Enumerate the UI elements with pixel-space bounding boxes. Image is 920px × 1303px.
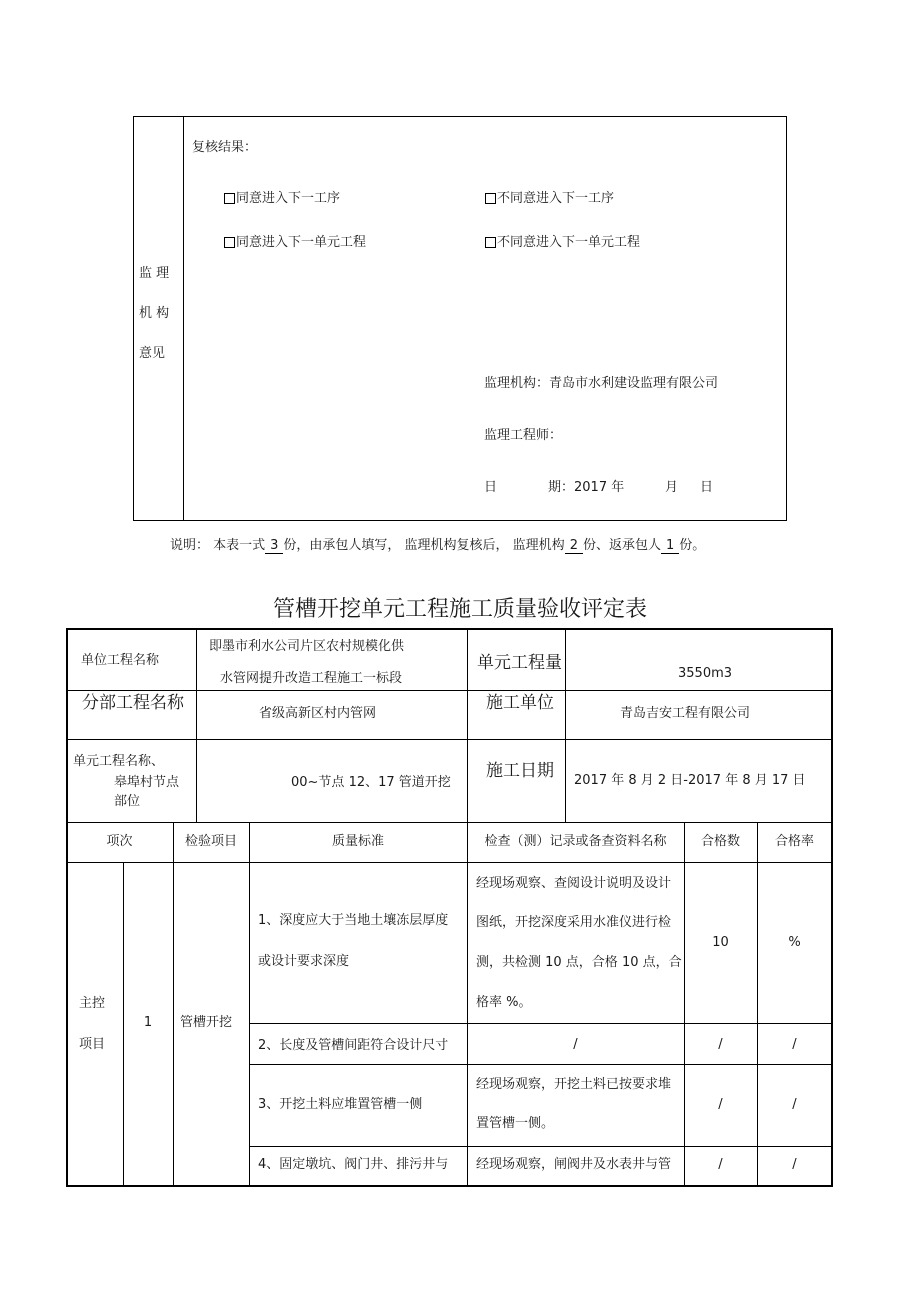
review-box-right-border bbox=[786, 116, 787, 521]
row2-pass-rate: / bbox=[792, 1037, 797, 1052]
item-name: 管槽开挖 bbox=[180, 1015, 233, 1030]
row1-pass-count: 10 bbox=[712, 935, 729, 950]
row4-pass-rate: / bbox=[792, 1157, 797, 1172]
unit-quantity-label: 单元工程量 bbox=[477, 653, 562, 673]
note-copies-supervisor: 2 bbox=[565, 538, 583, 554]
review-box-bottom-border bbox=[133, 520, 786, 521]
table-line bbox=[249, 1064, 833, 1065]
table-col-line bbox=[684, 822, 685, 1186]
row3-pass-rate: / bbox=[792, 1097, 797, 1112]
item-number: 1 bbox=[143, 1015, 153, 1030]
checkbox-icon[interactable] bbox=[224, 237, 235, 248]
header-inspection-item: 检验项目 bbox=[184, 834, 237, 849]
option-agree-next-unit[interactable] bbox=[224, 235, 366, 249]
unit-project-name-line2: 水管网提升改造工程施工一标段 bbox=[220, 671, 403, 686]
note-part-1: 说明： 本表一式 bbox=[170, 538, 266, 553]
option-label: 同意进入下一工序 bbox=[236, 190, 341, 206]
row1-standard-line1: 1、深度应大于当地土壤冻层厚度 bbox=[258, 913, 449, 928]
construction-date-label: 施工日期 bbox=[486, 761, 554, 781]
row4-pass-count: / bbox=[718, 1157, 723, 1172]
row1-standard-line2: 或设计要求深度 bbox=[258, 954, 350, 969]
branch-project-value: 省级高新区村内管网 bbox=[259, 706, 377, 721]
note-line bbox=[170, 534, 705, 554]
constructor-value: 青岛吉安工程有限公司 bbox=[620, 706, 751, 721]
side-label-3: 意见 bbox=[139, 346, 166, 361]
note-copies-total: 3 bbox=[265, 538, 283, 554]
row4-record: 经现场观察，闸阀井及水表井与管 bbox=[476, 1157, 672, 1172]
header-item-no: 项次 bbox=[106, 834, 133, 849]
unit-project-name-line1: 即墨市利水公司片区农村规模化供 bbox=[209, 639, 405, 654]
option-label: 不同意进入下一工序 bbox=[497, 190, 615, 206]
note-copies-contractor: 1 bbox=[661, 538, 679, 554]
table-line bbox=[66, 862, 833, 863]
note-part-4: 份。 bbox=[679, 538, 706, 553]
header-record: 检查（测）记录或备查资料名称 bbox=[484, 834, 667, 849]
result-label: 复核结果： bbox=[192, 140, 258, 155]
header-quality-standard: 质量标准 bbox=[331, 834, 384, 849]
table-col-line bbox=[565, 628, 566, 822]
supervisor-org: 监理机构：青岛市水利建设监理有限公司 bbox=[484, 376, 719, 391]
table-line bbox=[66, 739, 833, 740]
row2-pass-count: / bbox=[718, 1037, 723, 1052]
option-label: 不同意进入下一单元工程 bbox=[497, 234, 641, 250]
table-line bbox=[66, 822, 833, 823]
main-control-line2: 项目 bbox=[79, 1037, 106, 1052]
table-top-border bbox=[66, 628, 833, 630]
table-col-line bbox=[173, 822, 174, 1186]
table-line bbox=[249, 1146, 833, 1147]
date-day: 日 bbox=[700, 480, 714, 495]
table-line bbox=[249, 1023, 833, 1024]
header-pass-count: 合格数 bbox=[700, 834, 740, 849]
review-box-top-border bbox=[133, 116, 786, 117]
row4-standard: 4、固定墩坑、阀门井、排污井与 bbox=[258, 1157, 449, 1172]
table-col-line bbox=[467, 628, 468, 1186]
checkbox-icon[interactable] bbox=[224, 193, 235, 204]
row1-pass-rate: % bbox=[788, 935, 801, 950]
element-value: 00~节点 12、17 管道开挖 bbox=[291, 775, 451, 790]
table-col-line bbox=[757, 822, 758, 1186]
side-label-2: 机 构 bbox=[139, 306, 170, 321]
main-control-line1: 主控 bbox=[79, 996, 106, 1011]
date-month: 月 bbox=[665, 480, 679, 495]
date-qi-year: 期：2017 年 bbox=[548, 480, 625, 495]
option-label: 同意进入下一单元工程 bbox=[236, 234, 367, 250]
table-left-border bbox=[66, 628, 68, 1187]
table-col-line bbox=[249, 822, 250, 1186]
option-agree-next-process[interactable] bbox=[224, 191, 340, 205]
review-box-left-border bbox=[133, 116, 134, 521]
option-disagree-next-unit[interactable] bbox=[485, 235, 640, 249]
construction-date-value: 2017 年 8 月 2 日-2017 年 8 月 17 日 bbox=[574, 773, 806, 788]
row1-record-line3: 测，共检测 10 点，合格 10 点，合 bbox=[476, 955, 682, 970]
row2-standard: 2、长度及管槽间距符合设计尺寸 bbox=[258, 1038, 449, 1053]
table-line bbox=[66, 690, 833, 691]
header-pass-rate: 合格率 bbox=[774, 834, 814, 849]
date-ri: 日 bbox=[484, 480, 498, 495]
form-title: 管槽开挖单元工程施工质量验收评定表 bbox=[272, 597, 647, 622]
row2-record: / bbox=[573, 1037, 578, 1052]
checkbox-icon[interactable] bbox=[485, 237, 496, 248]
supervisor-engineer: 监理工程师： bbox=[484, 428, 563, 443]
table-col-line bbox=[196, 628, 197, 822]
side-label-1: 监 理 bbox=[139, 266, 170, 281]
row3-standard: 3、开挖土料应堆置管槽一侧 bbox=[258, 1097, 423, 1112]
row1-record-line4: 格率 %。 bbox=[476, 995, 532, 1010]
note-part-3: 份、返承包人 bbox=[582, 538, 661, 553]
element-label-line3: 部位 bbox=[114, 794, 141, 809]
branch-project-label: 分部工程名称 bbox=[82, 693, 184, 713]
checkbox-icon[interactable] bbox=[485, 193, 496, 204]
note-part-2: 份，由承包人填写， 监理机构复核后， 监理机构 bbox=[283, 538, 565, 553]
element-label-line2: 皋埠村节点 bbox=[114, 775, 180, 790]
constructor-label: 施工单位 bbox=[486, 693, 554, 713]
row3-record-line2: 置管槽一侧。 bbox=[476, 1116, 555, 1131]
row1-record-line2: 图纸，开挖深度采用水准仪进行检 bbox=[476, 915, 672, 930]
row3-record-line1: 经现场观察，开挖土料已按要求堆 bbox=[476, 1077, 672, 1092]
unit-quantity-value: 3550m3 bbox=[678, 666, 733, 681]
review-box-divider bbox=[183, 116, 184, 521]
table-bottom-border bbox=[66, 1185, 833, 1187]
option-disagree-next-process[interactable] bbox=[485, 191, 614, 205]
row1-record-line1: 经现场观察、查阅设计说明及设计 bbox=[476, 876, 672, 891]
unit-project-name-label: 单位工程名称 bbox=[81, 653, 160, 668]
element-label-line1: 单元工程名称、 bbox=[73, 754, 165, 769]
row3-pass-count: / bbox=[718, 1097, 723, 1112]
